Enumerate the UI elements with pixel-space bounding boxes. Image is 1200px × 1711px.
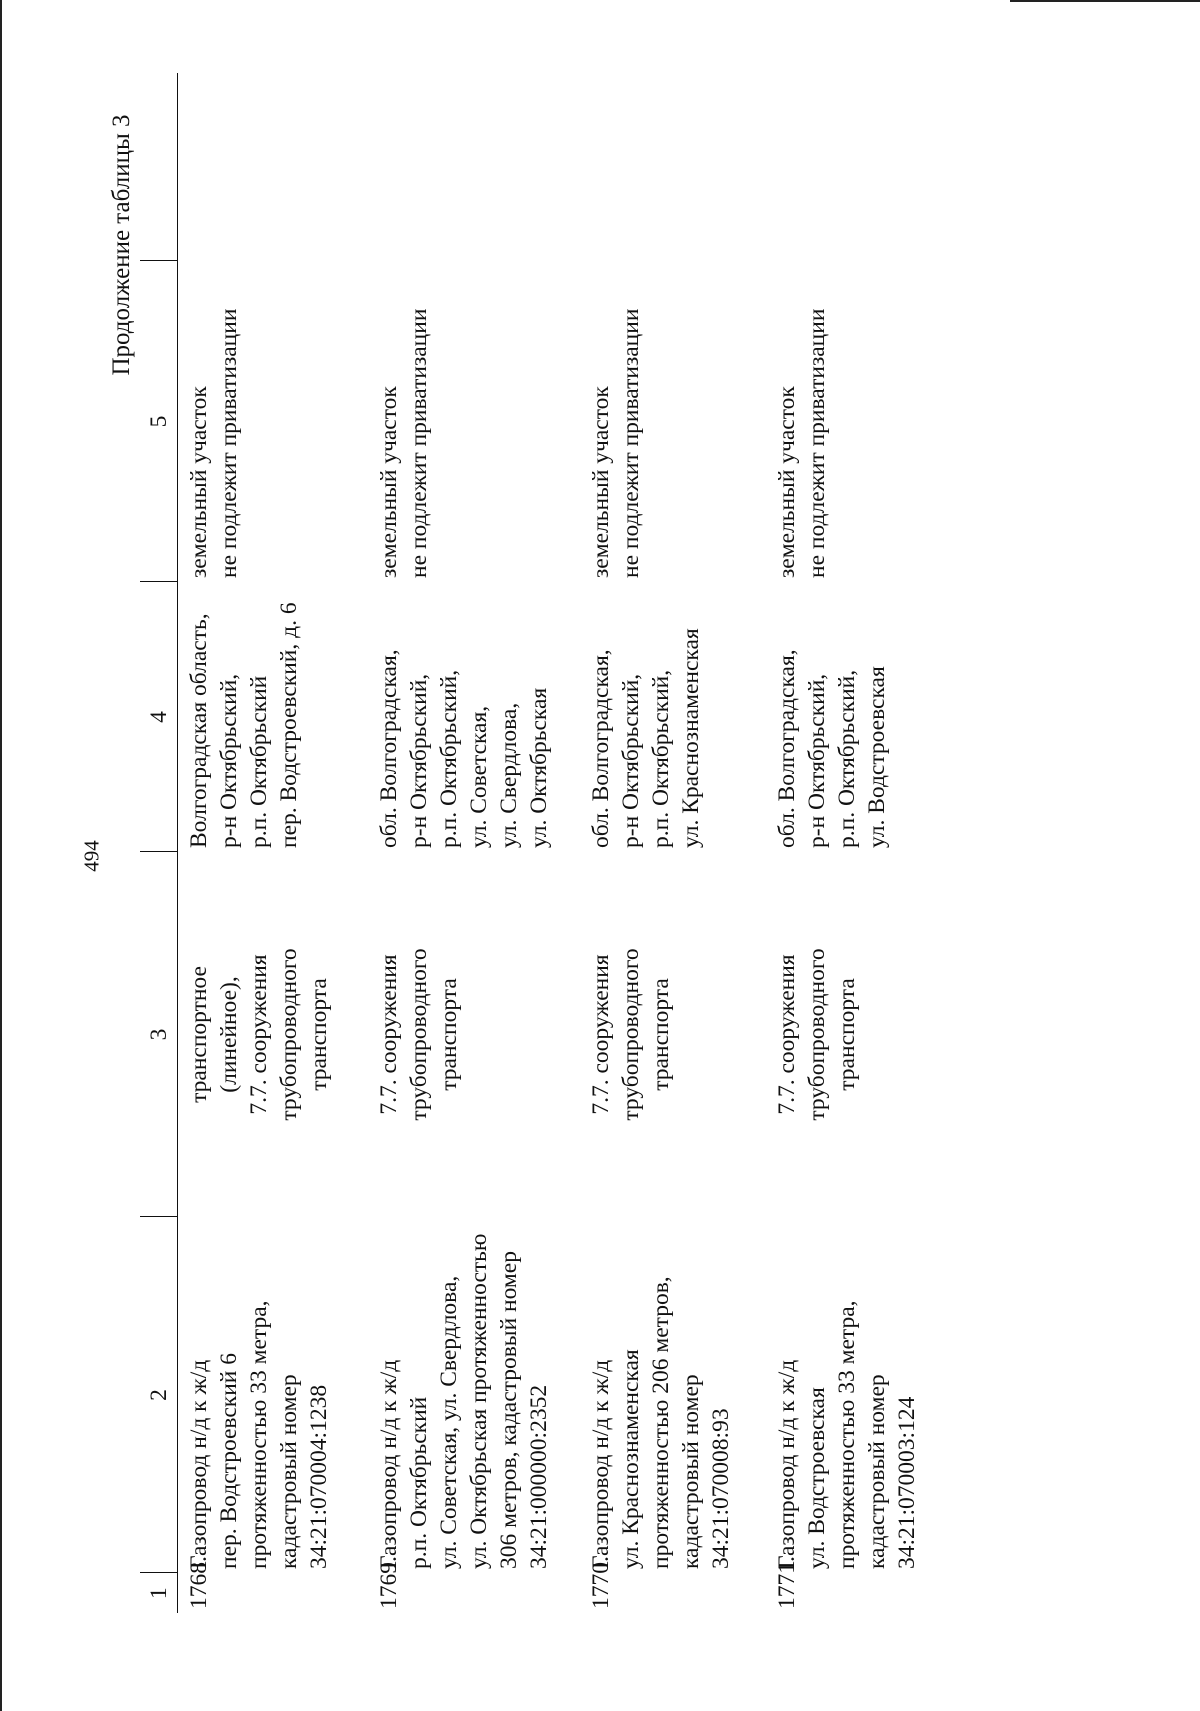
permitted-use: транспортное (линейное), 7.7. сооружения трубопроводного транспорта: [186, 948, 332, 1121]
row-number: 1769.: [376, 1556, 402, 1609]
header-col-2: 2: [140, 1217, 178, 1573]
row-number: 1768.: [186, 1556, 212, 1609]
header-col-3: 3: [140, 852, 178, 1217]
permitted-use: 7.7. сооружения трубопроводного транспорта: [376, 948, 462, 1121]
empty-cell: [586, 73, 772, 261]
scan-edge-top: [1010, 0, 1200, 2]
note: земельный участок не подлежит приватизации: [774, 308, 830, 578]
rotated-table-wrapper: [140, 73, 1190, 1613]
header-col-1: 1: [140, 1573, 178, 1613]
table-row: [586, 73, 772, 1613]
address: обл. Волгоградская, р-н Октябрьский, р.п. Октябрьский, ул. Водстроевская: [774, 649, 890, 848]
row-number: 1771.: [774, 1556, 800, 1609]
table-row: [178, 73, 375, 1613]
scan-edge-left: [0, 0, 2, 1711]
page-number: 494: [79, 840, 104, 872]
table-caption: Продолжение таблицы 3: [108, 114, 135, 376]
address: обл. Волгоградская, р-н Октябрьский, р.п. Октябрьский, ул. Краснознаменская: [588, 628, 704, 848]
row-number: 1770.: [588, 1556, 614, 1609]
object-description: Газопровод н/д к ж/д ул. Краснознаменская протяженностью 206 метров, кадастровый номер 34:21:070008:93: [588, 1276, 734, 1569]
address: Волгоградская область, р-н Октябрьский, р.п. Октябрьский пер. Водстроевский, д. 6: [186, 602, 302, 848]
note: земельный участок не подлежит приватизации: [588, 308, 644, 578]
table-body: [178, 73, 1003, 1613]
address: обл. Волгоградская, р-н Октябрьский, р.п. Октябрьский, ул. Советская, ул. Свердлова, ул. Октябрьская: [376, 649, 552, 848]
land-table: [140, 73, 1002, 1613]
permitted-use: 7.7. сооружения трубопроводного транспорта: [774, 948, 860, 1121]
header-col-4: 4: [140, 582, 178, 852]
object-description: Газопровод н/д к ж/д р.п. Октябрьский ул. Советская, ул. Свердлова, ул. Октябрьская протяженностью 306 метров, кадастровый номер 34:21:000000:2352: [376, 1233, 552, 1569]
table-row: [772, 73, 1002, 1613]
note: земельный участок не подлежит приватизации: [186, 308, 242, 578]
note: земельный участок не подлежит приватизации: [376, 308, 432, 578]
header-col-5: 5: [140, 261, 178, 582]
object-description: Газопровод н/д к ж/д ул. Водстроевская протяженностью 33 метра, кадастровый номер 34:21:070003:124: [774, 1300, 920, 1569]
permitted-use: 7.7. сооружения трубопроводного транспорта: [588, 948, 674, 1121]
table-row: [374, 73, 586, 1613]
object-description: Газопровод н/д к ж/д пер. Водстроевский 6 протяженностью 33 метра, кадастровый номер 34:21:070004:1238: [186, 1300, 332, 1569]
header-spacer: [140, 73, 178, 261]
empty-cell: [772, 73, 1002, 261]
table-header-row: [140, 73, 178, 1613]
empty-cell: [374, 73, 586, 261]
empty-cell: [178, 73, 375, 261]
